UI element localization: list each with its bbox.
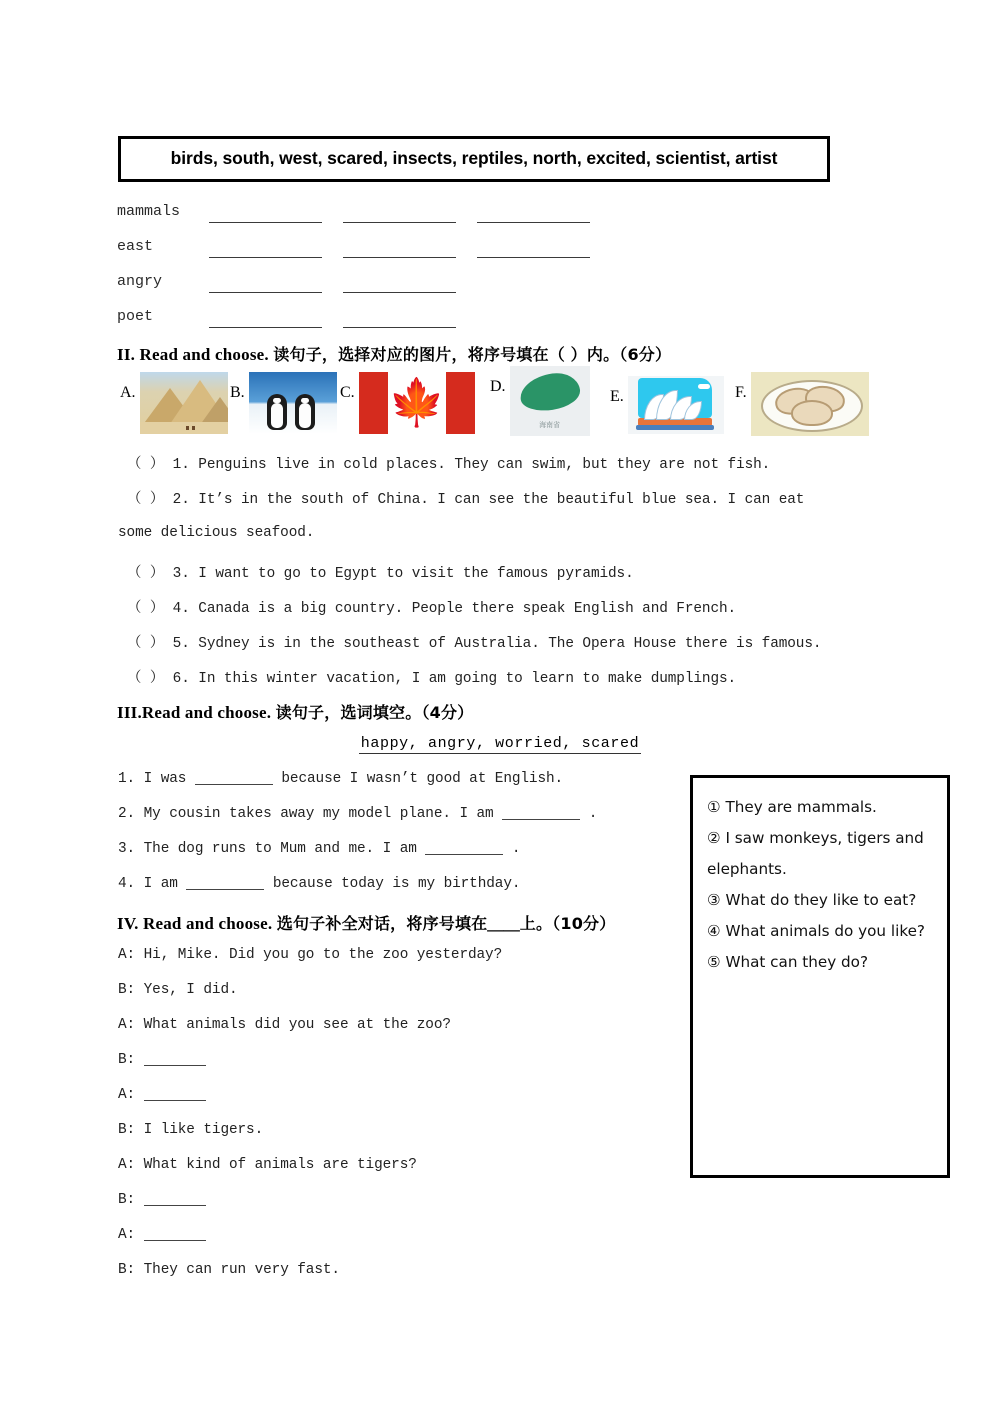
item-number-3: 3. [118,841,136,857]
dialogue-speaker: B: [118,1262,136,1278]
question-text-4: Canada is a big country. People there speak English and French. [198,601,737,617]
hainan-map-caption: 海南省 [539,421,561,429]
dialogue-text: What animals did you see at the zoo? [143,1017,451,1033]
question-item-2-continued [118,525,314,541]
dialogue-speaker: B: [118,1192,136,1208]
item-text-after-2: . [588,806,598,822]
item-number-2: 2. [118,806,136,822]
section-three-heading [117,700,473,723]
item-text-after-1: because I wasn’t good at English. [281,771,564,787]
classification-rows [117,202,637,342]
answer-blank[interactable] [195,784,273,785]
dialogue-text: I like tigers. [143,1122,264,1138]
dialogue-speaker: A: [118,947,136,963]
option-item-3[interactable]: ③ What do they like to eat? [707,891,917,909]
dialogue-speaker: B: [118,982,136,998]
option-item-5[interactable]: ⑤ What can they do? [707,953,869,971]
section-four-heading-en: IV. Read and choose. [117,914,273,933]
table-row [117,272,637,307]
answer-blank[interactable] [144,1240,206,1241]
answer-blank[interactable] [343,202,456,223]
answer-blank[interactable] [209,307,322,328]
dialogue-line-8[interactable] [118,1192,206,1208]
answer-blank[interactable] [144,1205,206,1206]
question-text-2: It’s in the south of China. I can see the beautiful blue sea. I can eat [198,492,805,508]
dialogue-line-2 [118,982,238,998]
dialogue-line-3 [118,1017,451,1033]
section-four-heading-cn: 选句子补全对话，将序号填在＿＿上。（10分） [276,914,616,933]
answer-blank[interactable] [209,202,322,223]
picture-option-a[interactable] [120,372,228,434]
canada-flag-image [359,372,475,434]
answer-blank[interactable] [477,202,590,223]
question-item-2[interactable] [127,487,804,508]
dialogue-line-10 [118,1262,340,1278]
category-label: angry [117,273,163,290]
answer-blank[interactable] [144,1065,206,1066]
answer-blank[interactable] [343,272,456,293]
item-text-after-3: . [511,841,521,857]
word-bank-text: birds, south, west, scared, insects, reptiles, north, excited, scientist, artist [170,148,778,168]
section-two-heading [117,342,671,365]
dialogue-text: They can run very fast. [143,1262,340,1278]
category-label: poet [117,308,154,325]
question-text-6: In this winter vacation, I am going to learn to make dumplings. [198,671,737,687]
question-number-6: 6. [172,671,190,687]
dialogue-text: What kind of animals are tigers? [143,1157,417,1173]
dialogue-line-9[interactable] [118,1227,206,1243]
answer-blank[interactable] [502,819,580,820]
answer-bracket-5[interactable]: （ ） [127,636,165,652]
question-text-5: Sydney is in the southeast of Australia. The Opera House there is famous. [198,636,822,652]
item-text-before-2: My cousin takes away my model plane. I am [143,806,503,822]
section-two-heading-cn: 读句子，选择对应的图片，将序号填在（ ）内。（6分） [273,345,672,364]
question-item-5[interactable] [127,631,821,652]
word-bank-three-text: happy, angry, worried, scared [360,735,640,752]
dialogue-speaker: A: [118,1017,136,1033]
dialogue-speaker: A: [118,1227,136,1243]
dumplings-image [751,372,869,436]
question-number-3: 3. [172,566,190,582]
option-item-1[interactable]: ① They are mammals. [707,798,877,816]
word-bank-section-three [0,735,1000,752]
picture-letter-d: D. [490,378,506,395]
picture-letter-c: C. [340,384,355,401]
table-row [117,307,637,342]
option-item-2[interactable]: ② I saw monkeys, tigers and elephants. [707,829,924,878]
answer-bracket-3[interactable]: （ ） [127,566,165,582]
section-two-heading-en: II. Read and choose. [117,345,269,364]
item-text-before-1: I was [143,771,195,787]
question-number-5: 5. [172,636,190,652]
sydney-opera-house-image [628,376,724,434]
pyramids-image [140,372,228,434]
answer-bracket-1[interactable]: （ ） [127,457,165,473]
picture-option-d[interactable] [490,366,590,436]
answer-blank[interactable] [209,272,322,293]
table-row [117,202,637,237]
question-item-3[interactable] [127,561,634,582]
picture-letter-a: A. [120,384,136,401]
answer-blank[interactable] [477,237,590,258]
dialogue-line-4[interactable] [118,1052,206,1068]
fill-blank-item-2[interactable] [118,806,597,822]
dialogue-speaker: A: [118,1157,136,1173]
section-three-heading-cn: 读句子，选词填空。（4分） [275,703,474,722]
dialogue-speaker: B: [118,1052,136,1068]
picture-option-c[interactable] [340,372,475,434]
section-three-heading-en: III.Read and choose. [117,703,272,722]
question-text-3: I want to go to Egypt to visit the famous pyramids. [198,566,634,582]
question-item-1[interactable] [127,452,770,473]
question-number-2: 2. [172,492,190,508]
question-item-4[interactable] [127,596,736,617]
answer-blank[interactable] [343,237,456,258]
hainan-map-image [510,366,590,436]
answer-blank[interactable] [144,1100,206,1101]
picture-letter-b: B. [230,384,245,401]
picture-option-b[interactable] [230,372,337,434]
word-bank-box-top [118,136,830,182]
answer-bracket-6[interactable]: （ ） [127,671,165,687]
picture-options-row [120,372,880,450]
answer-blank[interactable] [425,854,503,855]
fill-blank-item-3[interactable] [118,841,520,857]
category-label: east [117,238,154,255]
dialogue-line-5[interactable] [118,1087,206,1103]
table-row [117,237,637,272]
dialogue-speaker: B: [118,1122,136,1138]
item-number-1: 1. [118,771,136,787]
picture-option-f[interactable] [735,372,869,436]
answer-blank[interactable] [343,307,456,328]
question-number-4: 4. [172,601,190,617]
maple-leaf-icon: 🍁 [388,377,446,428]
fill-blank-item-1[interactable] [118,771,563,787]
item-text-before-4: I am [143,876,187,892]
dialogue-text: Hi, Mike. Did you go to the zoo yesterday? [143,947,503,963]
answer-options-box [690,775,950,1178]
answer-bracket-4[interactable]: （ ） [127,601,165,617]
dialogue-line-1 [118,947,502,963]
item-number-4: 4. [118,876,136,892]
item-text-before-3: The dog runs to Mum and me. I am [143,841,426,857]
dialogue-text: Yes, I did. [143,982,238,998]
picture-letter-e: E. [610,388,624,405]
fill-blank-item-4[interactable] [118,876,520,892]
category-label: mammals [117,203,181,220]
answer-blank[interactable] [209,237,322,258]
picture-letter-f: F. [735,384,747,401]
answer-blank[interactable] [186,889,264,890]
option-item-4[interactable]: ④ What animals do you like? [707,922,925,940]
answer-bracket-2[interactable]: （ ） [127,492,165,508]
question-item-6[interactable] [127,666,736,687]
question-text-1: Penguins live in cold places. They can swim, but they are not fish. [198,457,771,473]
picture-option-e[interactable] [610,376,724,434]
dialogue-line-6 [118,1122,263,1138]
question-number-1: 1. [172,457,190,473]
dialogue-line-7 [118,1157,417,1173]
penguins-image [249,372,337,434]
dialogue-speaker: A: [118,1087,136,1103]
item-text-after-4: because today is my birthday. [272,876,521,892]
question-text-2-continued: some delicious seafood. [118,525,315,541]
section-four-heading [117,911,615,934]
